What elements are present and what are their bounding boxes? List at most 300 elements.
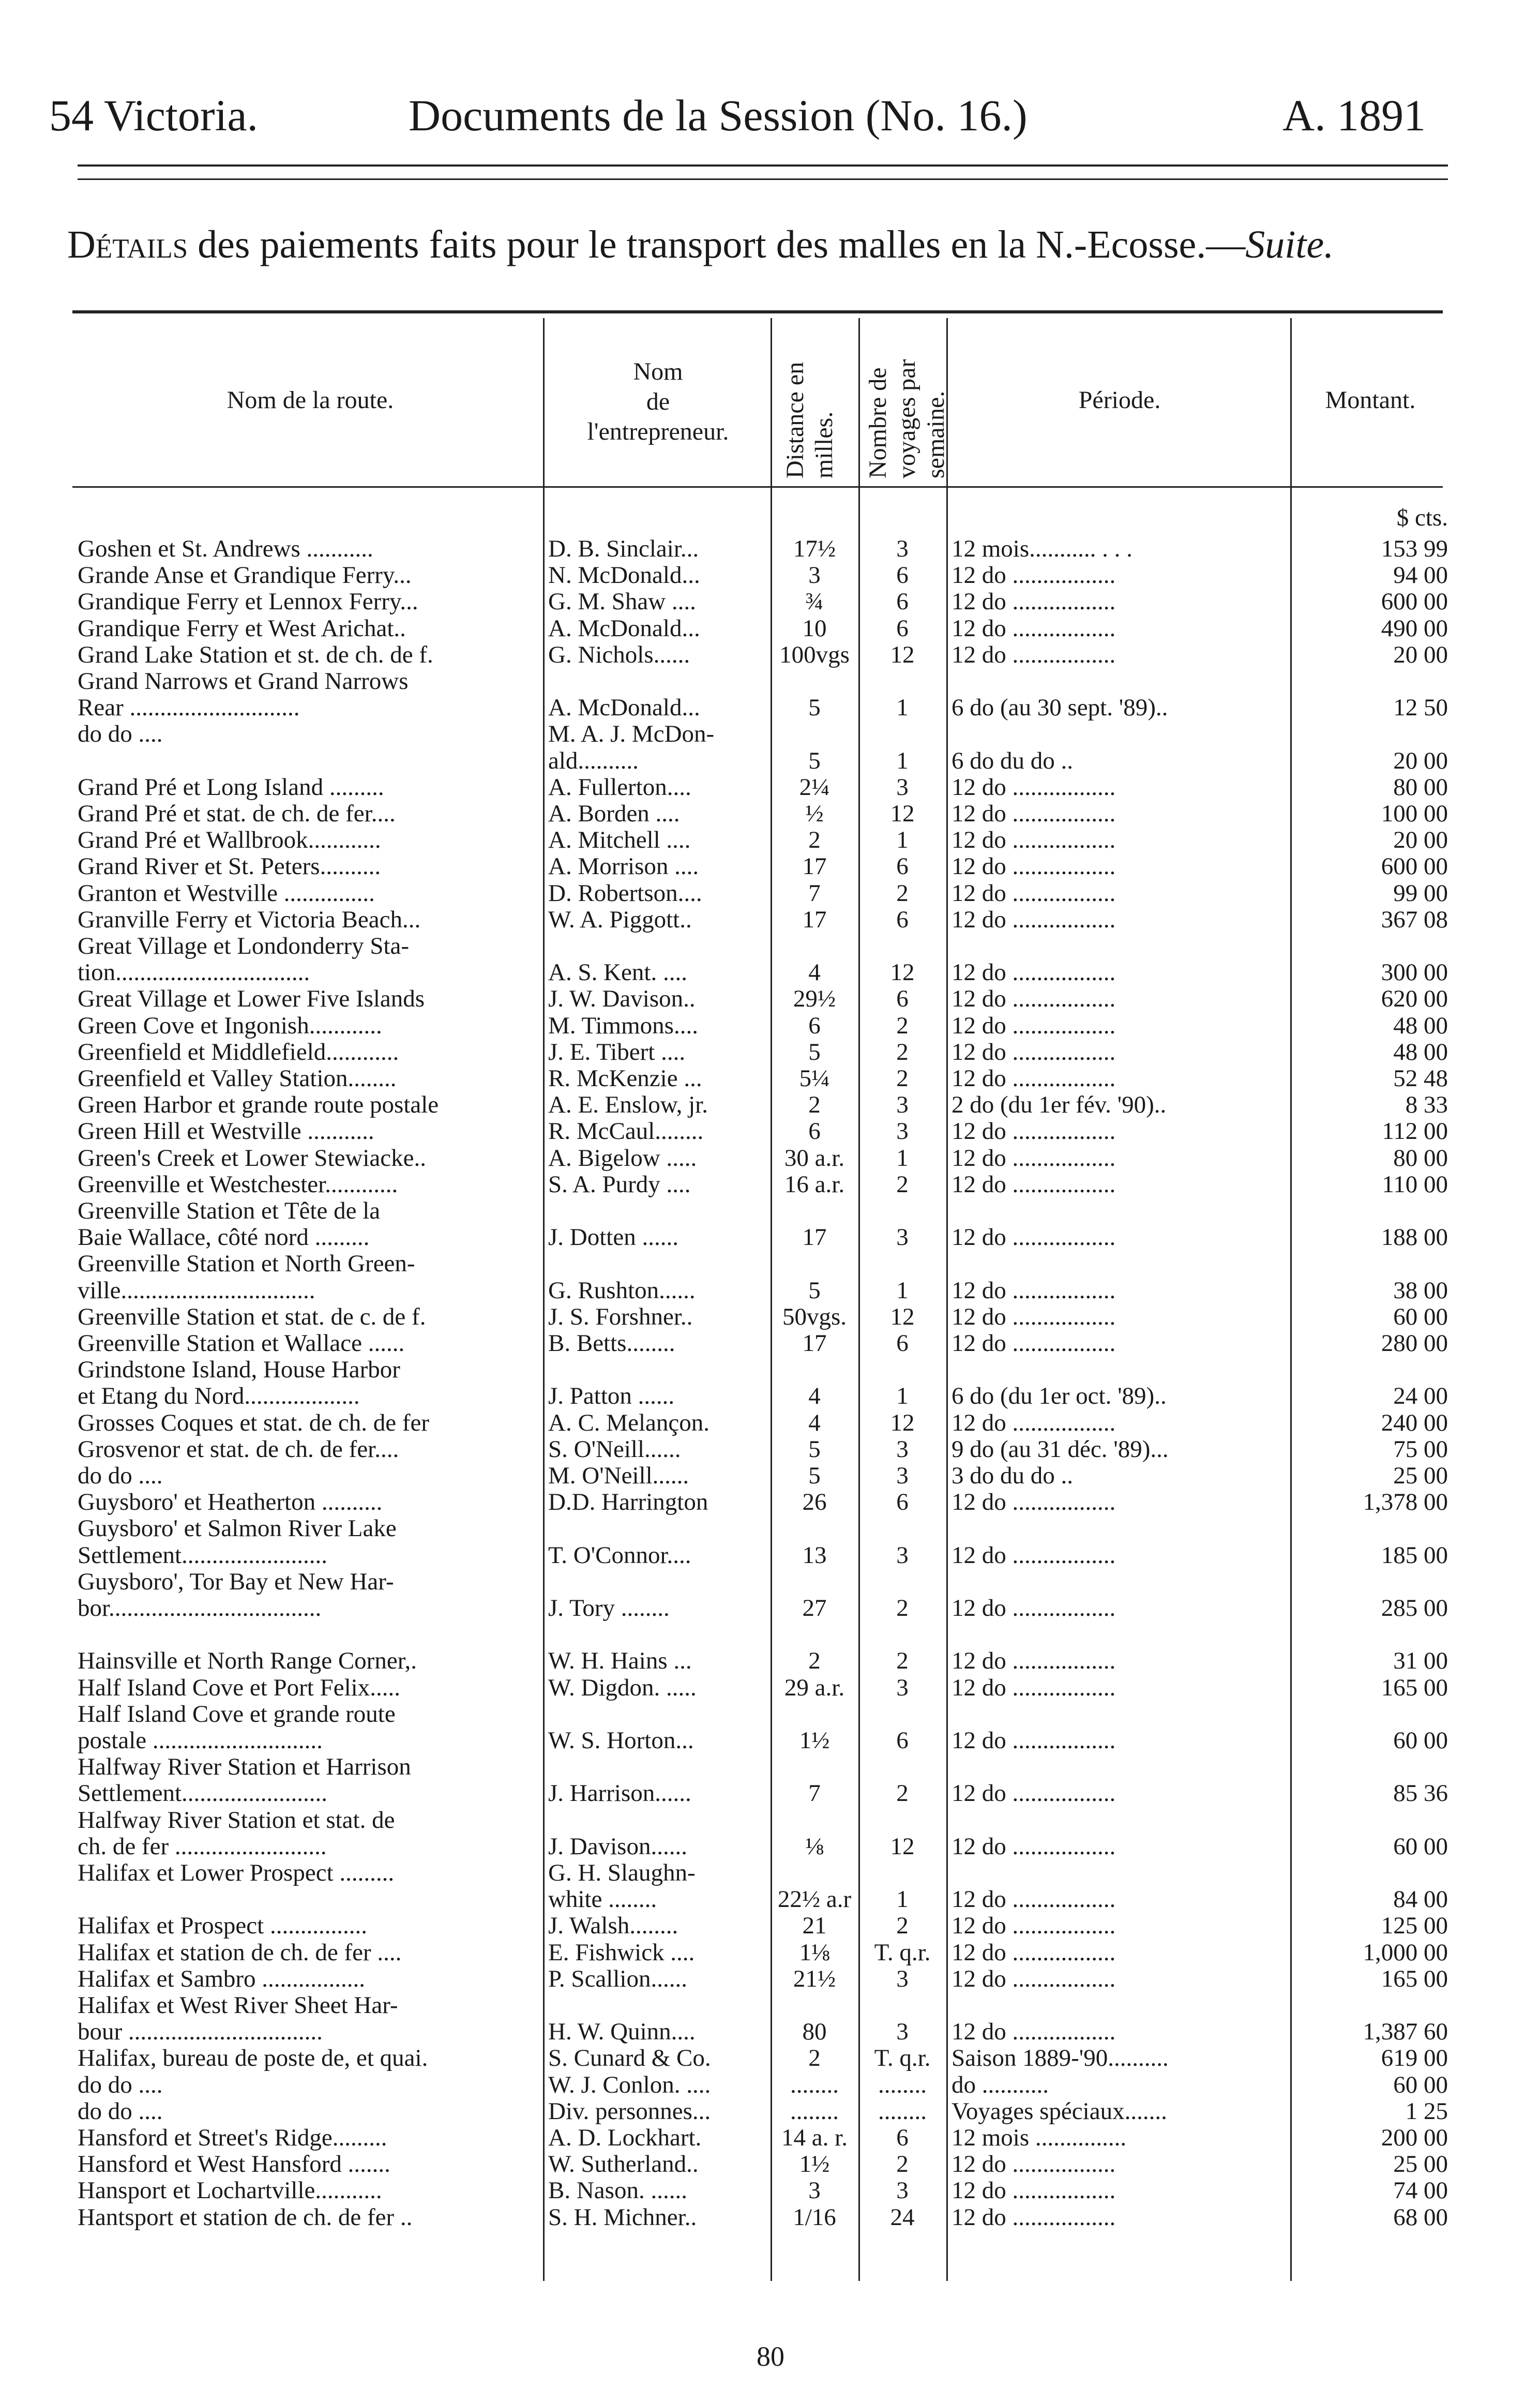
column-header-trips-line2: voyages par [893,359,920,478]
distance-value: 4 [808,959,821,986]
distance-value: 30 a.r. [784,1144,845,1172]
period-value: 12 do ................. [952,1674,1116,1701]
route-name-line: do do .... [78,2071,163,2098]
contractor-name-line: E. Fishwick .... [548,1939,695,1966]
route-name-line: Greenville et Westchester............ [78,1170,398,1198]
trips-value: 3 [896,2177,909,2204]
amount-value: 68 00 [1393,2203,1448,2231]
distance-value: 5 [808,1462,821,1489]
distance-value: 3 [808,562,821,589]
period-value: 2 do (du 1er fév. '90).. [952,1091,1167,1119]
amount-value: 25 00 [1393,1462,1448,1489]
distance-value: 29½ [793,985,836,1013]
trips-value: 3 [896,1462,909,1489]
route-name-line: Halifax et station de ch. de fer .... [78,1939,402,1966]
period-value: 12 do ................. [952,827,1116,854]
contractor-name-line: D.D. Harrington [548,1489,708,1516]
trips-value: 6 [896,562,909,589]
amount-value: 125 00 [1381,1912,1448,1940]
trips-value: 2 [896,1595,909,1621]
caption-lead: Détails [67,223,188,266]
route-name-line: Greenville Station et Tête de la [78,1197,381,1224]
distance-value: 7 [808,1780,821,1807]
distance-value: 50vgs. [782,1303,847,1330]
route-name-line: Hantsport et station de ch. de fer .. [78,2203,413,2231]
amount-value: 153 99 [1381,535,1448,562]
trips-value: 3 [896,1965,909,1992]
trips-value: 3 [896,773,909,801]
trips-value: 1 [896,747,909,774]
route-name-line: Grandique Ferry et West Arichat.. [78,614,406,642]
period-value: 12 do ................. [952,959,1116,986]
contractor-name-line: G. H. Slaughn- [548,1859,696,1886]
distance-value: 4 [808,1383,821,1410]
amount-value: 24 00 [1393,1383,1448,1410]
contractor-name-line: M. O'Neill...... [548,1462,689,1489]
amount-value: 80 00 [1393,773,1448,801]
contractor-name-line: Div. personnes... [548,2097,711,2125]
trips-value: 12 [890,1303,915,1330]
contractor-name-line: A. Fullerton.... [548,773,691,801]
column-header-period: Période. [1078,386,1161,414]
route-name-line: Guysboro' et Salmon River Lake [78,1515,397,1542]
period-value: 12 do ................. [952,985,1116,1013]
amount-value: 619 00 [1381,2045,1448,2072]
distance-value: 6 [808,1118,821,1145]
period-value: 12 do ................. [952,1038,1116,1065]
page-number: 80 [757,2341,784,2372]
trips-value: ........ [878,2071,927,2098]
route-name-line: Guysboro', Tor Bay et New Har- [78,1568,394,1595]
contractor-name-line: T. O'Connor.... [548,1541,691,1569]
distance-value: 2 [808,1647,821,1675]
distance-value: 16 a.r. [784,1170,845,1198]
distance-value: ........ [790,2071,839,2098]
contractor-name-line: S. H. Michner.. [548,2203,697,2231]
trips-value: 2 [896,1065,909,1092]
contractor-name-line: S. O'Neill...... [548,1435,681,1463]
contractor-name-line: A. C. Melançon. [548,1409,709,1436]
period-value: 12 do ................. [952,1303,1116,1330]
distance-value: 21½ [793,1965,836,1992]
period-value: 6 do (du 1er oct. '89).. [952,1383,1167,1410]
trips-value: 3 [896,1541,909,1569]
route-name-line: postale ............................ [78,1727,323,1754]
distance-value: 3 [808,2177,821,2204]
distance-value: 14 a. r. [781,2124,848,2151]
amount-value: 100 00 [1381,800,1448,827]
distance-value: 17½ [793,535,836,562]
distance-value: 1½ [799,2151,830,2178]
amount-value: 60 00 [1393,1303,1448,1330]
trips-value: 6 [896,1489,909,1516]
trips-value: 12 [890,959,915,986]
contractor-name-line: J. Walsh........ [548,1912,678,1940]
column-header-contractor-line3: l'entrepreneur. [587,418,729,445]
contractor-name-line: R. McKenzie ... [548,1065,702,1092]
distance-value: 1½ [799,1727,830,1754]
trips-value: 1 [896,1144,909,1172]
distance-value: 27 [802,1595,827,1621]
trips-value: 2 [896,1170,909,1198]
trips-value: 2 [896,2151,909,2178]
distance-value: 13 [802,1541,827,1569]
contractor-name-line: J. Tory ........ [548,1595,670,1621]
amount-value: 188 00 [1381,1224,1448,1251]
route-name-line: Halifax, bureau de poste de, et quai. [78,2045,428,2072]
trips-value: 3 [896,2018,909,2046]
amount-value: 60 00 [1393,2071,1448,2098]
trips-value: 6 [896,614,909,642]
contractor-name-line: G. M. Shaw .... [548,588,696,615]
distance-value: 26 [802,1489,827,1516]
amount-value: 600 00 [1381,588,1448,615]
contractor-name-line: A. McDonald... [548,614,700,642]
contractor-name-line: A. McDonald... [548,694,700,722]
period-value: 12 do ................. [952,2018,1116,2046]
column-header-trips-line1: Nombre de [864,367,892,478]
period-value: 12 do ................. [952,562,1116,589]
contractor-name-line: ald.......... [548,747,639,774]
contractor-name-line: S. Cunard & Co. [548,2045,711,2072]
distance-value: 5 [808,694,821,722]
trips-value: 12 [890,1833,915,1860]
route-name-line: Great Village et Lower Five Islands [78,985,425,1013]
trips-value: 3 [896,1674,909,1701]
period-value: 12 do ................. [952,853,1116,880]
trips-value: 6 [896,853,909,880]
route-name-line: Greenfield et Valley Station........ [78,1065,397,1092]
route-name-line: Grandique Ferry et Lennox Ferry... [78,588,418,615]
contractor-name-line: J. Patton ...... [548,1383,675,1410]
amount-unit-label: $ cts. [1396,504,1448,531]
period-value: 12 do ................. [952,1144,1116,1172]
route-name-line: Rear ............................ [78,694,300,722]
route-name-line: Green's Creek et Lower Stewiacke.. [78,1144,427,1172]
route-name-line: Grosvenor et stat. de ch. de fer.... [78,1435,399,1463]
trips-value: 3 [896,1118,909,1145]
route-name-line: Greenfield et Middlefield............ [78,1038,399,1065]
trips-value: 2 [896,1912,909,1940]
period-value: do ........... [952,2071,1049,2098]
period-value: Saison 1889-'90.......... [952,2045,1169,2072]
trips-value: 3 [896,1091,909,1119]
period-value: 12 mois ............... [952,2124,1127,2151]
distance-value: 17 [802,853,827,880]
period-value: 12 do ................. [952,1065,1116,1092]
amount-value: 60 00 [1393,1833,1448,1860]
route-name-line: Grand Lake Station et st. de ch. de f. [78,641,433,668]
distance-value: 4 [808,1409,821,1436]
distance-value: 10 [802,614,827,642]
period-value: 12 do ................. [952,1118,1116,1145]
amount-value: 80 00 [1393,1144,1448,1172]
caption-suite: Suite. [1245,223,1334,266]
trips-value: 2 [896,1780,909,1807]
period-value: 12 do ................. [952,1780,1116,1807]
route-name-line: Grand Narrows et Grand Narrows [78,668,409,695]
route-name-line: ch. de fer ......................... [78,1833,327,1860]
contractor-name-line: W. J. Conlon. .... [548,2071,711,2098]
contractor-name-line: S. A. Purdy .... [548,1170,691,1198]
amount-value: 1,000 00 [1363,1939,1448,1966]
route-name-line: Great Village et Londonderry Sta- [78,933,410,959]
amount-value: 60 00 [1393,1727,1448,1754]
period-value: 6 do (au 30 sept. '89).. [952,694,1168,722]
trips-value: 6 [896,1727,909,1754]
trips-value: 6 [896,588,909,615]
amount-value: 20 00 [1393,641,1448,668]
contractor-name-line: J. Davison...... [548,1833,687,1860]
contractor-name-line: J. W. Davison.. [548,985,696,1013]
header-left: 54 Victoria. [49,91,259,140]
period-value: 12 do ................. [952,1012,1116,1039]
route-name-line: Grindstone Island, House Harbor [78,1356,400,1384]
column-header-distance-line1: Distance en [781,362,809,478]
route-name-line: Green Hill et Westville ........... [78,1118,374,1145]
route-name-line: bor................................... [78,1595,322,1621]
route-name-line: Hainsville et North Range Corner,. [78,1647,417,1675]
trips-value: 12 [890,1409,915,1436]
distance-value: 1⅛ [799,1939,830,1966]
distance-value: 29 a.r. [784,1674,845,1701]
period-value: 12 do ................. [952,773,1116,801]
route-name-line: Greenville Station et North Green- [78,1250,415,1278]
amount-value: 12 50 [1393,694,1448,722]
route-name-line: Halfway River Station et Harrison [78,1753,411,1781]
contractor-name-line: N. McDonald... [548,562,700,589]
period-value: 12 do ................. [952,1170,1116,1198]
amount-value: 165 00 [1381,1674,1448,1701]
route-name-line: Halifax et West River Sheet Har- [78,1992,398,2019]
trips-value: 6 [896,2124,909,2151]
trips-value: 1 [896,1276,909,1304]
amount-value: 8 33 [1405,1091,1448,1119]
period-value: 12 do ................. [952,1647,1116,1675]
distance-value: 2¼ [799,773,830,801]
route-name-line: Hansford et Street's Ridge......... [78,2124,387,2151]
period-value: 12 do ................. [952,588,1116,615]
contractor-name-line: G. Nichols...... [548,641,690,668]
contractor-name-line: A. Borden .... [548,800,680,827]
distance-value: 21 [802,1912,827,1940]
contractor-name-line: W. Digdon. ..... [548,1674,697,1701]
trips-value: 2 [896,1012,909,1039]
amount-value: 1,387 60 [1363,2018,1448,2046]
amount-value: 300 00 [1381,959,1448,986]
contractor-name-line: W. H. Hains ... [548,1647,692,1675]
period-value: 12 do ................. [952,1541,1116,1569]
contractor-name-line: W. Sutherland.. [548,2151,699,2178]
amount-value: 620 00 [1381,985,1448,1013]
amount-value: 165 00 [1381,1965,1448,1992]
route-name-line: Grand Pré et Wallbrook............ [78,827,381,854]
period-value: 12 do ................. [952,1595,1116,1621]
route-name-line: Grand Pré et stat. de ch. de fer.... [78,800,396,827]
period-value: 12 do ................. [952,1939,1116,1966]
route-name-line: Settlement........................ [78,1780,328,1807]
period-value: 3 do du do .. [952,1462,1073,1489]
trips-value: 2 [896,879,909,907]
distance-value: 5 [808,1276,821,1304]
contractor-name-line: R. McCaul........ [548,1118,704,1145]
amount-value: 85 36 [1393,1780,1448,1807]
period-value: 6 do du do .. [952,747,1073,774]
amount-value: 48 00 [1393,1012,1448,1039]
contractor-name-line: white ........ [548,1886,657,1913]
contractor-name-line: A. Morrison .... [548,853,699,880]
distance-value: ½ [805,800,824,827]
trips-value: 2 [896,1647,909,1675]
trips-value: 3 [896,1224,909,1251]
route-name-line: ville................................ [78,1276,315,1304]
contractor-name-line: D. Robertson.... [548,879,702,907]
amount-value: 600 00 [1381,853,1448,880]
route-name-line: bour ................................ [78,2018,323,2046]
contractor-name-line: W. S. Horton... [548,1727,694,1754]
trips-value: 1 [896,694,909,722]
distance-value: 2 [808,1091,821,1119]
period-value: 9 do (au 31 déc. '89)... [952,1435,1169,1463]
period-value: 12 mois........... . . . [952,535,1133,562]
column-header-route: Nom de la route. [227,386,394,414]
trips-value: 6 [896,985,909,1013]
trips-value: 6 [896,1330,909,1357]
route-name-line: Half Island Cove et Port Felix..... [78,1674,400,1701]
trips-value: 1 [896,827,909,854]
amount-value: 1,378 00 [1363,1489,1448,1516]
contractor-name-line: J. S. Forshner.. [548,1303,693,1330]
route-name-line: Green Cove et Ingonish............ [78,1012,382,1039]
period-value: 12 do ................. [952,1489,1116,1516]
contractor-name-line: B. Betts........ [548,1330,675,1357]
period-value: 12 do ................. [952,879,1116,907]
contractor-name-line: P. Scallion...... [548,1965,687,1992]
period-value: 12 do ................. [952,2151,1116,2178]
period-value: 12 do ................. [952,800,1116,827]
amount-value: 52 48 [1393,1065,1448,1092]
period-value: Voyages spéciaux....... [952,2097,1167,2125]
amount-value: 74 00 [1393,2177,1448,2204]
trips-value: 12 [890,641,915,668]
amount-value: 110 00 [1382,1170,1448,1198]
amount-value: 25 00 [1393,2151,1448,2178]
route-name-line: Halifax et Lower Prospect ......... [78,1859,395,1886]
contractor-name-line: M. Timmons.... [548,1012,698,1039]
column-header-contractor-line2: de [646,388,670,415]
distance-value: 17 [802,1224,827,1251]
amount-value: 285 00 [1381,1595,1448,1621]
route-name-line: Hansport et Lochartville........... [78,2177,382,2204]
route-name-line: Granton et Westville ............... [78,879,375,907]
period-value: 12 do ................. [952,1886,1116,1913]
period-value: 12 do ................. [952,2203,1116,2231]
distance-value: 1/16 [793,2203,836,2231]
route-name-line: Grande Anse et Grandique Ferry... [78,562,412,589]
distance-value: 5 [808,1038,821,1065]
route-name-line: Grand Pré et Long Island ......... [78,773,384,801]
amount-value: 1 25 [1405,2097,1448,2125]
contractor-name-line: J. E. Tibert .... [548,1038,686,1065]
trips-value: 24 [890,2203,915,2231]
contractor-name-line: A. D. Lockhart. [548,2124,702,2151]
period-value: 12 do ................. [952,1727,1116,1754]
period-value: 12 do ................. [952,1409,1116,1436]
route-name-line: do do .... [78,720,163,748]
trips-value: 6 [896,906,909,933]
trips-value: 3 [896,535,909,562]
column-header-amount: Montant. [1325,386,1416,414]
amount-value: 94 00 [1393,562,1448,589]
distance-value: 22½ a.r [777,1886,852,1913]
trips-value: ........ [878,2097,927,2125]
route-name-line: tion................................ [78,959,310,986]
period-value: 12 do ................. [952,1912,1116,1940]
header-right: A. 1891 [1282,91,1426,140]
distance-value: ........ [790,2097,839,2125]
route-name-line: do do .... [78,2097,163,2125]
route-name-line: Goshen et St. Andrews ........... [78,535,373,562]
amount-value: 112 00 [1382,1118,1448,1145]
distance-value: 2 [808,827,821,854]
amount-value: 20 00 [1393,747,1448,774]
contractor-name-line: W. A. Piggott.. [548,906,692,933]
route-name-line: Settlement........................ [78,1541,328,1569]
contractor-name-line: B. Nason. ...... [548,2177,687,2204]
distance-value: 5 [808,1435,821,1463]
amount-value: 84 00 [1393,1886,1448,1913]
trips-value: 1 [896,1886,909,1913]
distance-value: 5¼ [799,1065,830,1092]
contractor-name-line: G. Rushton...... [548,1276,696,1304]
route-name-line: Baie Wallace, côté nord ......... [78,1224,370,1251]
contractor-name-line: A. Mitchell .... [548,827,691,854]
period-value: 12 do ................. [952,1833,1116,1860]
amount-value: 240 00 [1381,1409,1448,1436]
amount-value: 200 00 [1381,2124,1448,2151]
amount-value: 490 00 [1381,614,1448,642]
amount-value: 280 00 [1381,1330,1448,1357]
route-name-line: Grosses Coques et stat. de ch. de fer [78,1409,430,1436]
route-name-line: et Etang du Nord................... [78,1383,360,1410]
distance-value: 17 [802,1330,827,1357]
route-name-line: Greenville Station et stat. de c. de f. [78,1303,426,1330]
contractor-name-line: A. S. Kent. .... [548,959,687,986]
route-name-line: Greenville Station et Wallace ...... [78,1330,405,1357]
route-name-line: Halfway River Station et stat. de [78,1806,395,1834]
trips-value: T. q.r. [874,1939,931,1966]
distance-value: ⅛ [805,1833,824,1860]
column-header-trips-line3: semaine. [922,391,949,478]
distance-value: 17 [802,906,827,933]
trips-value: 2 [896,1038,909,1065]
amount-value: 48 00 [1393,1038,1448,1065]
route-name-line: Halifax et Prospect ................ [78,1912,367,1940]
route-name-line: do do .... [78,1462,163,1489]
route-name-line: Halifax et Sambro ................. [78,1965,366,1992]
route-name-line: Hansford et West Hansford ....... [78,2151,390,2178]
route-name-line: Half Island Cove et grande route [78,1700,396,1728]
period-value: 12 do ................. [952,1330,1116,1357]
caption-main: des paiements faits pour le transport des malles en la N.-Ecosse.— [188,223,1246,266]
period-value: 12 do ................. [952,1224,1116,1251]
distance-value: 7 [808,879,821,907]
amount-value: 38 00 [1393,1276,1448,1304]
contractor-name-line: J. Dotten ...... [548,1224,678,1251]
trips-value: 12 [890,800,915,827]
amount-value: 75 00 [1393,1435,1448,1463]
route-name-line: Granville Ferry et Victoria Beach... [78,906,421,933]
